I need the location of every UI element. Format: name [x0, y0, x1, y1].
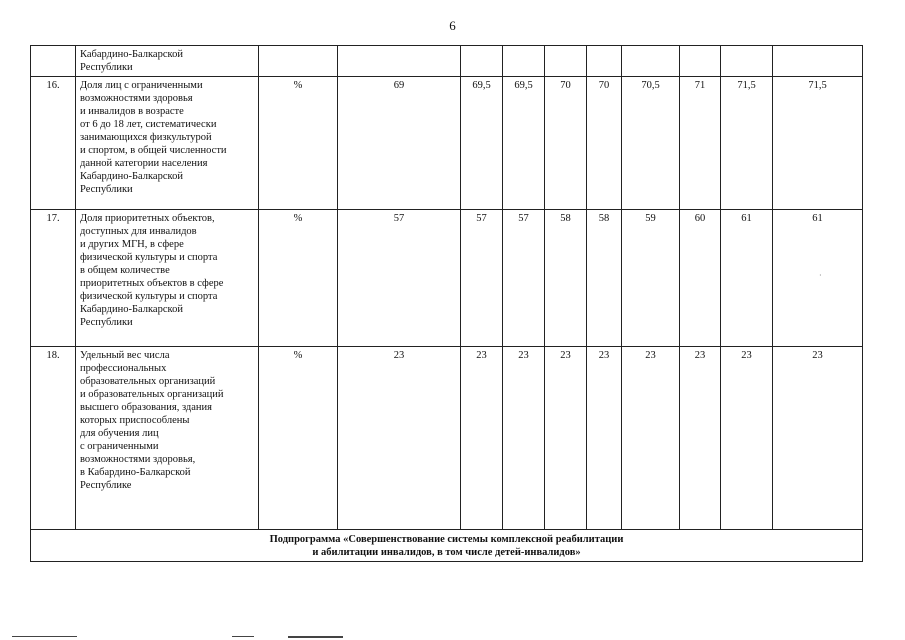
cell-num: [31, 46, 76, 77]
subprogram-heading: [31, 530, 863, 562]
name-line: Республики: [80, 317, 133, 328]
table-row-16: [31, 77, 863, 210]
cell-value: 61: [773, 210, 863, 347]
name-line: и инвалидов в возрасте: [80, 106, 184, 117]
table-row-continuation: [31, 46, 863, 77]
name-line: и спортом, в общей численности: [80, 145, 227, 156]
scan-mark: [288, 636, 343, 638]
name-line: и образовательных организаций: [80, 389, 224, 400]
table-row-18: [31, 347, 863, 530]
name-line: Доля лиц с ограниченными: [80, 80, 203, 91]
cell-value: 61: [721, 210, 773, 347]
name-line: в Кабардино-Балкарской: [80, 467, 191, 478]
cell-num: 17.: [31, 210, 76, 347]
cell-indicator-name: [76, 210, 259, 347]
cell-value: 70,5: [622, 77, 680, 210]
cell-unit: %: [259, 347, 338, 530]
cell-value: 60: [680, 210, 721, 347]
cell-num: 16.: [31, 77, 76, 210]
cell-indicator-name: [76, 46, 259, 77]
cell-value: 71: [680, 77, 721, 210]
scan-mark: [12, 636, 77, 637]
page-number: 6: [449, 18, 456, 33]
cell-unit: [259, 46, 338, 77]
subprogram-line: и абилитации инвалидов, в том числе детей-инвалидов»: [312, 547, 581, 558]
name-line: высшего образования, здания: [80, 402, 213, 413]
subprogram-row: [31, 530, 863, 562]
name-line: и других МГН, в сфере: [80, 239, 184, 250]
name-line: доступных для инвалидов: [80, 226, 197, 237]
cell-value: 71,5: [721, 77, 773, 210]
cell-value: 69,5: [461, 77, 503, 210]
cell-value: [545, 46, 587, 77]
name-line: Кабардино-Балкарской: [80, 49, 183, 60]
scan-mark: [232, 636, 254, 637]
cell-value: 71,5: [773, 77, 863, 210]
scan-edge-marks: [0, 633, 905, 640]
cell-unit: %: [259, 77, 338, 210]
cell-value: [503, 46, 545, 77]
name-line: Республики: [80, 62, 133, 73]
cell-value: 23: [503, 347, 545, 530]
cell-value: [680, 46, 721, 77]
name-line: возможностями здоровья,: [80, 454, 196, 465]
cell-value: 23: [461, 347, 503, 530]
name-line: которых приспособлены: [80, 415, 190, 426]
name-line: Удельный вес числа: [80, 350, 170, 361]
subprogram-line: Подпрограмма «Совершенствование системы комплексной реабилитации: [269, 534, 624, 545]
cell-value: 23: [680, 347, 721, 530]
cell-value: 58: [587, 210, 622, 347]
cell-value: 59: [622, 210, 680, 347]
name-line: с ограниченными: [80, 441, 159, 452]
cell-value: 69: [338, 77, 461, 210]
name-line: Доля приоритетных объектов,: [80, 213, 215, 224]
name-line: Республике: [80, 480, 132, 491]
name-line: Республики: [80, 184, 133, 195]
cell-value: [587, 46, 622, 77]
name-line: образовательных организаций: [80, 376, 216, 387]
cell-indicator-name: [76, 77, 259, 210]
scan-speck: ·: [819, 271, 822, 280]
cell-value: 57: [503, 210, 545, 347]
name-line: возможностями здоровья: [80, 93, 193, 104]
cell-value: [622, 46, 680, 77]
name-line: занимающихся физкультурой: [80, 132, 212, 143]
name-line: приоритетных объектов в сфере: [80, 278, 224, 289]
cell-value: 23: [338, 347, 461, 530]
cell-value: [338, 46, 461, 77]
name-line: для обучения лиц: [80, 428, 159, 439]
cell-indicator-name: [76, 347, 259, 530]
cell-num: 18.: [31, 347, 76, 530]
cell-value: 58: [545, 210, 587, 347]
cell-value: 23: [587, 347, 622, 530]
name-line: данной категории населения: [80, 158, 208, 169]
name-line: Кабардино-Балкарской: [80, 304, 183, 315]
cell-value: 23: [721, 347, 773, 530]
cell-value: 70: [545, 77, 587, 210]
cell-value: [721, 46, 773, 77]
indicators-table: [30, 45, 863, 562]
cell-value: 57: [461, 210, 503, 347]
cell-value: 23: [545, 347, 587, 530]
name-line: физической культуры и спорта: [80, 252, 218, 263]
table-row-17: [31, 210, 863, 347]
cell-value: 69,5: [503, 77, 545, 210]
cell-value: 57: [338, 210, 461, 347]
cell-value: 23: [622, 347, 680, 530]
cell-value: 23: [773, 347, 863, 530]
cell-value: [461, 46, 503, 77]
name-line: профессиональных: [80, 363, 167, 374]
cell-value: 70: [587, 77, 622, 210]
name-line: Кабардино-Балкарской: [80, 171, 183, 182]
name-line: в общем количестве: [80, 265, 170, 276]
cell-unit: %: [259, 210, 338, 347]
name-line: от 6 до 18 лет, систематически: [80, 119, 217, 130]
cell-value: [773, 46, 863, 77]
name-line: физической культуры и спорта: [80, 291, 218, 302]
